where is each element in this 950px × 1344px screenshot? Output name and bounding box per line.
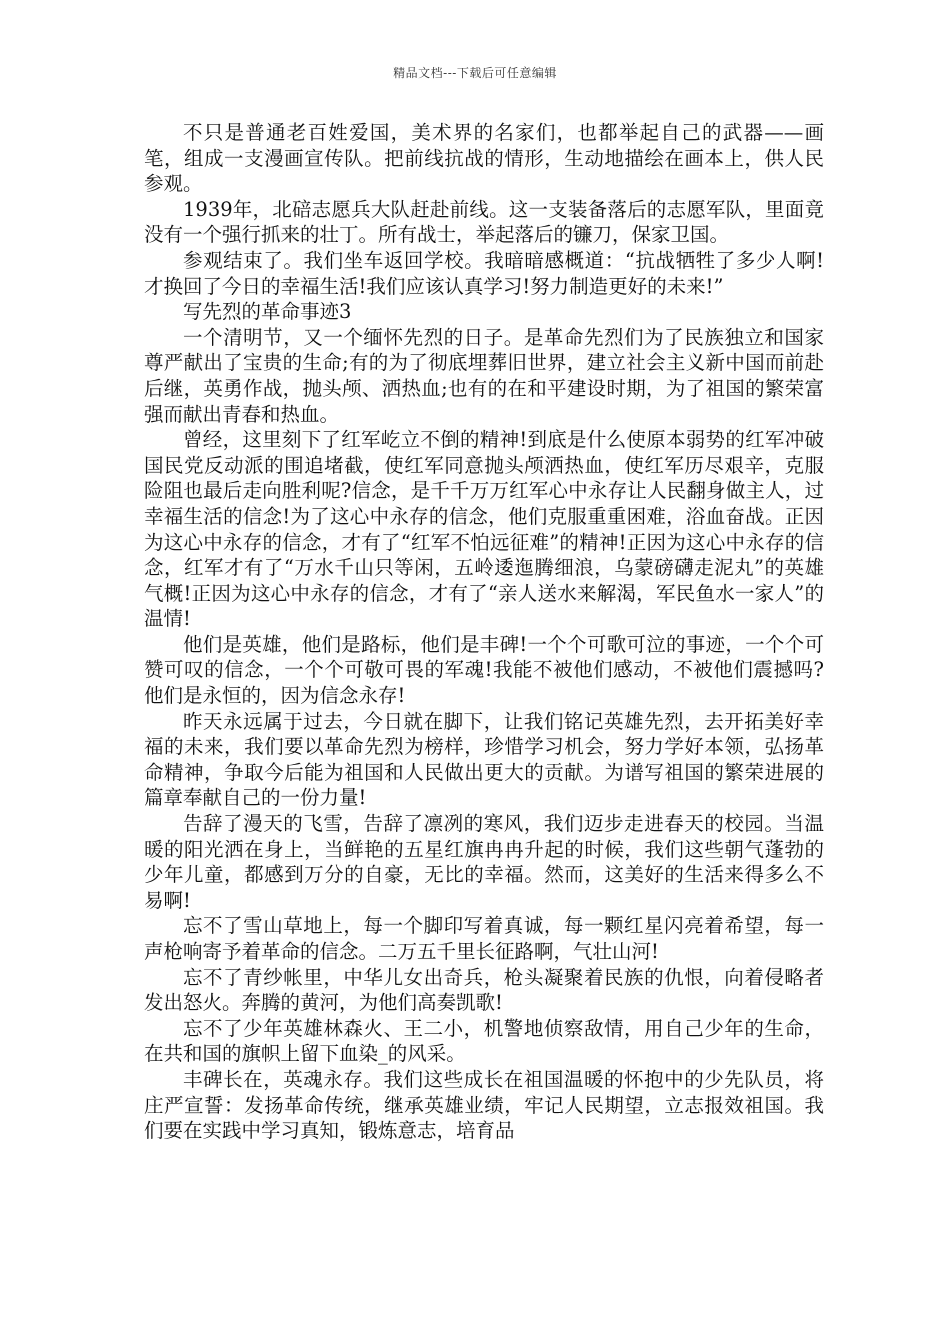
- paragraph: 一个清明节，又一个缅怀先烈的日子。是革命先烈们为了民族独立和国家尊严献出了宝贵的生命;有的为了彻底埋葬旧世界，建立社会主义新中国而前赴后继，英勇作战，抛头颅、洒热血;也有的在和平建设时期，为了祖国的繁荣富强而献出青春和热血。: [144, 325, 824, 426]
- paragraph: 1939年，北碚志愿兵大队赶赴前线。这一支装备落后的志愿军队，里面竟没有一个强行抓来的壮丁。所有战士，举起落后的镰刀，保家卫国。: [144, 197, 824, 247]
- section-title: 写先烈的革命事迹3: [183, 300, 352, 324]
- document-body: [144, 120, 824, 1144]
- paragraph: 曾经，这里刻下了红军屹立不倒的精神!到底是什么使原本弱势的红军冲破国民党反动派的围追堵截，使红军同意抛头颅洒热血，使红军历尽艰辛，克服险阻也最后走向胜利呢?信念，是千千万万红军心中永存让人民翻身做主人，过幸福生活的信念!为了这心中永存的信念，他们克服重重困难，浴血奋战。正因为这心中永存的信念，才有了“红军不怕远征难”的精神!正因为这心中永存的信念，红军才有了“万水千山只等闲，五岭逶迤腾细浪，乌蒙磅礴走泥丸”的英雄气概!正因为这心中永存的信念，才有了“亲人送水来解渴，军民鱼水一家人”的温情!: [144, 428, 824, 631]
- paragraph: 昨天永远属于过去，今日就在脚下，让我们铭记英雄先烈，去开拓美好幸福的未来，我们要以革命先烈为榜样，珍惜学习机会，努力学好本领，弘扬革命精神，争取今后能为祖国和人民做出更大的贡献。为谱写祖国的繁荣进展的篇章奉献自己的一份力量!: [144, 709, 824, 810]
- paragraph: 丰碑长在，英魂永存。我们这些成长在祖国温暖的怀抱中的少先队员，将庄严宣誓：发扬革命传统，继承英雄业绩，牢记人民期望，立志报效祖国。我们要在实践中学习真知，锻炼意志，培育品: [144, 1067, 824, 1143]
- paragraph: 忘不了少年英雄林森火、王二小，机警地侦察敌情，用自己少年的生命，在共和国的旗帜上留下血染_的风采。: [144, 1016, 824, 1066]
- paragraph: 他们是英雄，他们是路标，他们是丰碑!一个个可歌可泣的事迹，一个个可赞可叹的信念，一个个可敬可畏的军魂!我能不被他们感动，不被他们震撼吗?他们是永恒的，因为信念永存!: [144, 632, 824, 708]
- paragraph: 不只是普通老百姓爱国，美术界的名家们，也都举起自己的武器——画笔，组成一支漫画宣传队。把前线抗战的情形，生动地描绘在画本上，供人民参观。: [144, 121, 824, 196]
- paragraph: 告辞了漫天的飞雪，告辞了凛冽的寒风，我们迈步走进春天的校园。当温暖的阳光洒在身上，当鲜艳的五星红旗冉冉升起的时候，我们这些朝气蓬勃的少年儿童，都感到万分的自豪，无比的幸福。然而，这美好的生活来得多么不易啊!: [144, 812, 824, 912]
- paragraph: 忘不了雪山草地上，每一个脚印写着真诚，每一颗红星闪亮着希望，每一声枪响寄予着革命的信念。二万五千里长征路啊，气壮山河!: [144, 914, 824, 963]
- page-header: 精品文档---下载后可任意编辑: [393, 66, 557, 80]
- paragraph: 忘不了青纱帐里，中华儿女出奇兵，枪头凝聚着民族的仇恨，向着侵略者发出怒火。奔腾的黄河，为他们高奏凯歌!: [144, 965, 824, 1015]
- paragraph: 参观结束了。我们坐车返回学校。我暗暗感概道：“抗战牺牲了多少人啊!才换回了今日的幸福生活!我们应该认真学习!努力制造更好的未来!”: [144, 248, 824, 298]
